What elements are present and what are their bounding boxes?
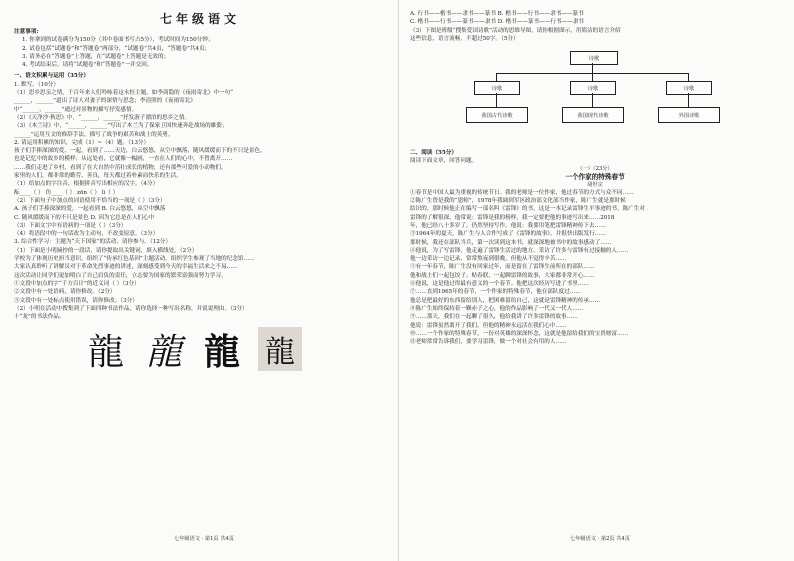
calligraphy-sample: 龍 <box>87 331 124 373</box>
passage-title: 一个作家的特殊春节 <box>565 172 625 181</box>
question-line: 孩子们手捧深深的爱，一起，看到了……天边，白云悠悠，从空中飘落，随风缓缓而下的不只是景色， <box>14 148 266 155</box>
passage-line: ①春节是中国人最为重视的传统节日。我的老师是一位作家，他过春节的方式与众不同…… <box>410 189 634 196</box>
calligraphy-sample: 龍 <box>145 331 182 373</box>
exam-title: 七年级语文 <box>159 12 240 26</box>
passage-line: ⑦……直到1965年的春节，一个作家的特殊春节，他在部队度过…… <box>410 289 581 296</box>
question-line: 学校为了体现历史担当意识，组织了“传承红色基因”主题活动，组织学生参观了当地的纪念馆…… <box>14 256 255 263</box>
question-line: A. 孩子们手捧深深的爱，一起看到 B. 白云悠悠，从空中飘落 <box>14 206 166 213</box>
passage-line: 他总是把最好的东西留给别人，把困难留给自己，这就是雷锋精神的传承…… <box>410 297 601 304</box>
passage-line: ⑪老师常常告诉我们，要学习雷锋，做一个对社会有用的人…… <box>410 339 567 346</box>
question-line: 大家认真聆听了讲解员对于革命先烈事迹的讲述，深刻感受到今天的幸福生活来之不易…… <box>14 264 238 271</box>
passage-line: ②陈广生曾是我的“恩师”，1978年我调到军区政治部文化部当作家，陈广生就是那时候 <box>410 198 626 205</box>
section-heading: 二、阅读（55分） <box>410 150 457 157</box>
question-line: （1）给加点的字注音，根据拼音写出相应的汉字。（4分） <box>14 181 159 188</box>
question-line: （2）《天净沙·秋思》中，“______，______”抒发游子漂泊的思乡之情。 <box>14 114 191 121</box>
passage-line: 雷锋的了解很深，他常说：雷锋是我的榜样，我一定要把他的事迹写出来……2018 <box>410 214 615 221</box>
question-line: 这次活动让同学们更加明白了自己肩负的责任，立志要为国家的繁荣富强而努力学习。 <box>14 272 227 279</box>
page-divider <box>398 0 399 561</box>
question-line: 酝____（ ） 彷____（ ） zōn（ ） lì（ ） <box>14 189 119 196</box>
note-item: 3. 请务必在“答题卷”上答题，在“试题卷”上答题是无效的； <box>22 53 170 60</box>
question-line: 十“龙”的书法作品。 <box>14 314 65 321</box>
connector-line <box>496 93 497 107</box>
passage-line: 结识的。那时候他正在编写一部名叫《雷锋》的书，这是一本记录雷锋生平事迹的书。陈广生对 <box>410 206 645 213</box>
calligraphy-sample: 龍 <box>203 330 240 373</box>
question-line: （2）下面句子中加点的词语使用不恰当的一项是（ ）（3分） <box>14 197 166 204</box>
passage-author: 胡世宗 <box>587 181 603 188</box>
mindmap-leaf: 我国古代诗歌 <box>466 107 528 123</box>
passage-line: 他和战士们一起包饺子、贴春联，一起聊雷锋的故事，大家都非常开心…… <box>410 272 595 279</box>
note-item: 2. 试卷包括“试题卷”和“答题卷”两部分，“试题卷”共4页，“答题卷”共4页； <box>22 45 211 52</box>
mindmap-node: 诗歌 <box>570 81 616 95</box>
option-line: C. 楷书——行书——篆书——隶书 D. 楷书——篆书——行书——隶书 <box>410 19 584 26</box>
question-line: （3）下面文字中有语病的一项是（ ）（3分） <box>14 222 127 229</box>
question-line: （1）思乡思亲之情，千百年来人们吟咏着这永恒主题。如李商隐的《夜雨寄北》中一句“ <box>14 90 233 97</box>
page-2 <box>410 10 780 550</box>
connector-line <box>592 93 593 107</box>
connector-line <box>592 73 593 81</box>
page-footer: 七年级语文 · 第1页 共4页 <box>174 536 234 542</box>
passage-line: ④他说，为了写雷锋，他走遍了雷锋生活过的地方，采访了许多与雷锋有过接触的人…… <box>410 247 629 254</box>
passage-line: 年，他已经八十多岁了，仍然坚持写作。他说：我要用笔把雷锋精神传下去…… <box>410 222 606 229</box>
connector-line <box>688 73 689 81</box>
question-line: 这些信息，语言流畅，不超过50字。（5分） <box>410 35 519 42</box>
question-line: ______，______”道出了诗人对妻子的深情与思念；李清照的《夜雨寄北》 <box>14 98 196 105</box>
notes-header: 注意事项: <box>14 29 39 35</box>
note-item: 4. 考试结束后，请将“试题卷”和“答题卷”一并交回。 <box>22 62 153 69</box>
question-line: ______”运用互文的修辞手法，描写了战争的艰苦和战士的英勇。 <box>14 131 174 138</box>
question-line: （3）下图是班级“搜集爱国诗歌”活动的思维导图，请你根据图示，用简洁的语言介绍 <box>410 27 621 34</box>
question-line: ②文段中有一处语病，请你修改。（2分） <box>14 289 116 296</box>
calligraphy-samples <box>84 327 386 371</box>
passage-line: ⑨……那天，我们在一起聊了很久，他给我讲了许多雷锋的故事…… <box>410 314 578 321</box>
passage-line: ⑩……一个作家的特殊春节，一份对英雄的深深怀念，这就是他留给我们的宝贵财富…… <box>410 330 629 337</box>
question-line: （1）下面是小明摘抄的一段话，请你提取出关键词，填入横线处。（2分） <box>14 247 198 254</box>
question-line: ……我们走进了乡村，看到了在大自然中茁壮成长的植物，还有那些可爱的小动物们。 <box>14 164 227 171</box>
page-1 <box>14 10 386 550</box>
question-line: 2. 请运用积累的知识，完成（1）~（4）题。（13分） <box>14 139 150 146</box>
passage-line: ⑧陈广生始终保持着一颗赤子之心，他的作品影响了一代又一代人…… <box>410 305 584 312</box>
passage-number: （一）（23分） <box>577 165 613 172</box>
reading-intro: 阅读下面文章，回答问题。 <box>410 158 478 165</box>
mindmap-node: 诗歌 <box>666 81 712 95</box>
connector-line <box>592 63 593 73</box>
question-line: ①文段中加点的字“千方百计”的近义词（ ）（3分） <box>14 280 140 287</box>
question-line: 也是记忆中的故乡的模样；从远处看，它就像一幅画，一直在人们的心中，不曾离开…… <box>14 156 233 163</box>
mindmap-leaf: 我国现代诗歌 <box>562 107 624 123</box>
passage-line: ⑤有一年春节，陈广生没有回家过年，而是留在了雷锋生前所在的部队…… <box>410 264 595 271</box>
passage-line: ⑥他说，这是他过得最有意义的一个春节。他把这次经历写进了书里…… <box>410 281 590 288</box>
question-line: C. 随风缓缓而下的不只是景色 D. 因为它总是在人们心中 <box>14 214 155 221</box>
question-line: （4）将语段中的一句话改为主动句，不改变原意。（3分） <box>14 231 159 238</box>
mind-map <box>410 47 780 147</box>
question-line: （3）《木兰诗》中，“______，______”写出了木兰为了保家卫国快速奔赴战场的雄姿； <box>14 123 228 130</box>
question-line: ③文段中有一处标点使用错误，请你修改。（3分） <box>14 297 138 304</box>
connector-line <box>496 73 497 81</box>
passage-line: 他一边采访一边记录，常常熬夜到很晚，但他从不觉得辛苦…… <box>410 256 567 263</box>
question-line: 家里的人们，都非常的勤劳、善良，每天都过着朴素而快乐的生活。 <box>14 173 182 180</box>
section-heading: 一、语文积累与运用（35分） <box>14 73 89 80</box>
question-line: （2）小明在活动中搜集到了下面四种书法作品，请你选择一种写出名称，并说说理由。（3分） <box>14 305 248 312</box>
page-footer: 七年级语文 · 第2页 共4页 <box>570 536 630 542</box>
question-line: 中“______，______”通过对景物的描写抒发感情。 <box>14 106 138 113</box>
passage-line: 他说：雷锋虽然离开了我们，但他的精神永远活在我们心中…… <box>410 322 567 329</box>
mindmap-root: 诗歌 <box>570 51 618 65</box>
connector-line <box>688 93 689 107</box>
note-item: 1. 你拿到的试卷满分为150分（其中卷面书写占5分），考试时间为150分钟； <box>22 37 214 44</box>
question-line: 3. 综合性学习：主题为“天下国家”的活动，请你参与。（12分） <box>14 239 171 246</box>
passage-line: ③1964年的夏天，陈广生与人合作写成了《雷锋的故事》，并很快出版发行…… <box>410 231 607 238</box>
mindmap-leaf: 外国诗歌 <box>658 107 720 123</box>
passage-line: 那时候，我还在部队当兵，第一次读到这本书，就深深地被书中的故事感动了…… <box>410 239 612 246</box>
option-line: A. 行书——楷书——隶书——篆书 B. 楷书——行书——隶书——篆书 <box>410 11 584 17</box>
mindmap-node: 诗歌 <box>474 81 520 95</box>
question-line: 1. 默写。（10分） <box>14 81 59 88</box>
calligraphy-sample: 龍 <box>258 327 302 371</box>
